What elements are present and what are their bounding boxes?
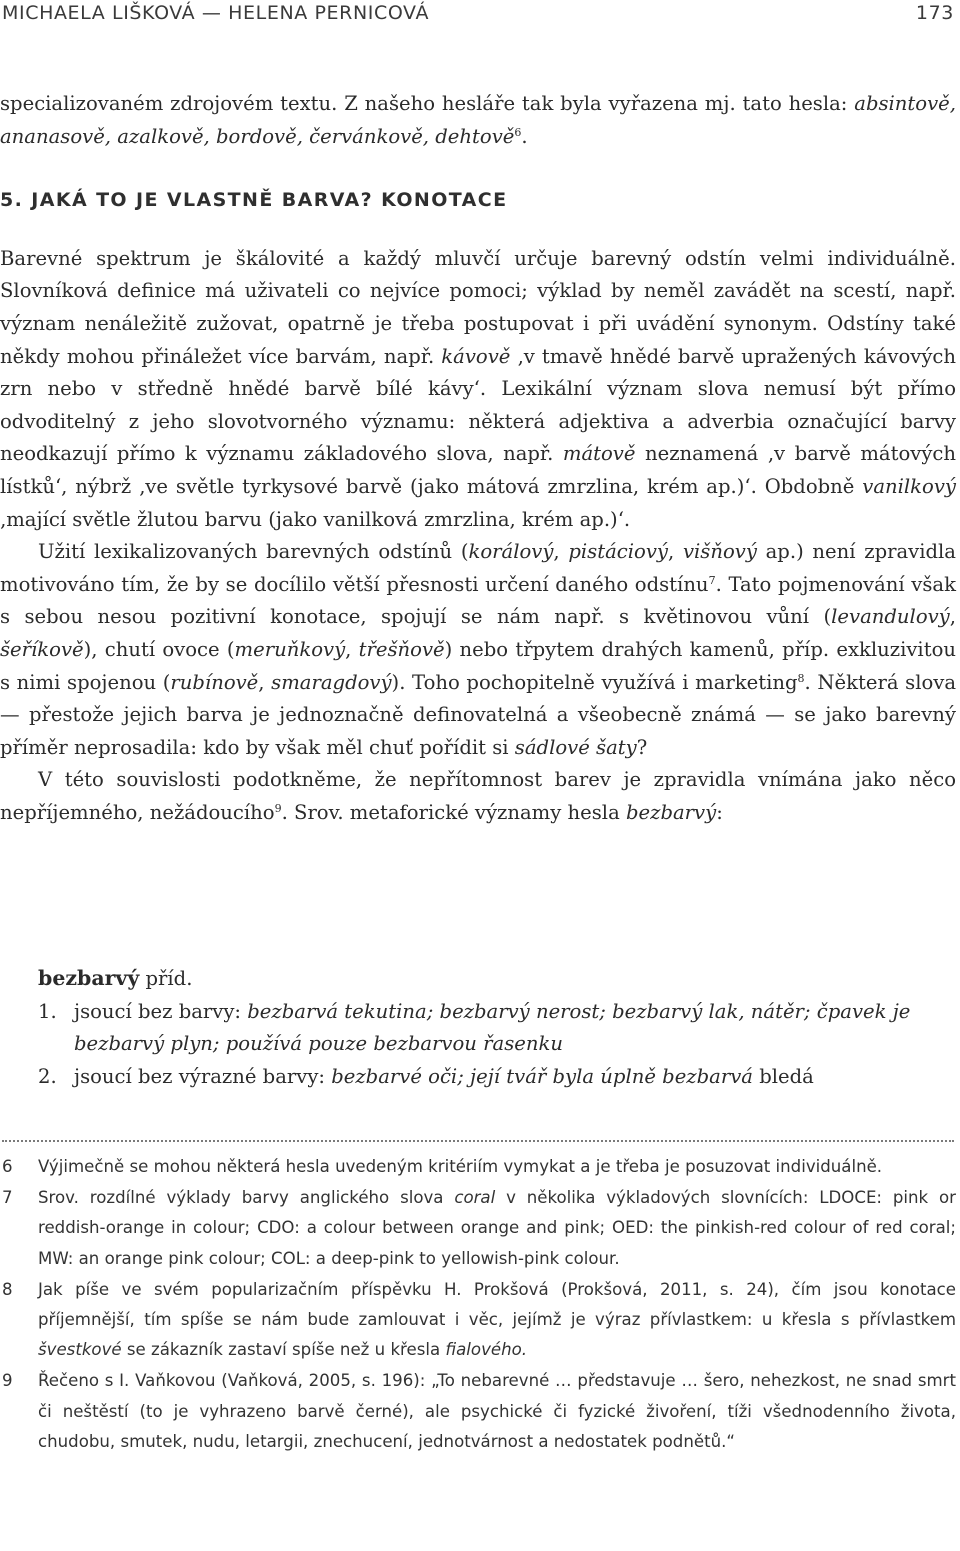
footnote-number: 9 (2, 1371, 13, 1391)
sense-number: 2. (38, 1064, 57, 1088)
p2-text: ? (636, 735, 648, 759)
sense-number: 1. (38, 999, 57, 1023)
footnote-text: Srov. rozdílné výklady barvy anglického slova (38, 1188, 455, 1208)
footnote-number: 8 (2, 1279, 13, 1299)
p1-text: ‚v tmavě hnědé barvě upražených kávových zrn nebo v středně hnědé barvě bílé kávy‘. Lexikální význam slova nemusí být přímo odvoditelný z jeho slovotvorného významu: některá adjektiva a adverbia označující barvy neodkazují přímo k významu základového slova, např. (0, 344, 956, 466)
p2-text: , (258, 670, 272, 694)
entry-head (38, 962, 956, 996)
p2-text: Užití lexikalizovaných barevných odstínů ( (38, 540, 469, 564)
p2-term: rubínově (170, 670, 259, 694)
main-text (0, 88, 956, 829)
entry-sense-2 (38, 1061, 956, 1094)
footnote-text: v několika výkladových slovnících: LDOCE: pink or reddish-orange in colour; CDO: a colour between orange and pink; OED: the pinkish-red colour of red coral; MW: an orange pink colour; COL: a deep-pink to yellowish-pink colour. (38, 1188, 956, 1268)
paragraph-2 (0, 536, 956, 764)
paragraph-3 (0, 764, 956, 829)
p2-text: , (553, 540, 569, 564)
p2-text: . Tato pojmenování však s sebou nesou pozitivní konotace, spojují se nám např. s květinovou vůní ( (0, 572, 956, 629)
p2-term: pistáciový (568, 540, 668, 564)
p3-term: bezbarvý (625, 800, 717, 824)
p1-term: mátově (562, 442, 636, 466)
footnote-9 (0, 1366, 956, 1457)
entry-headword: bezbarvý (38, 966, 140, 990)
p2-text: ) nebo třpytem drahých kamenů, příp. exkluzivitou s nimi spojenou ( (0, 637, 956, 694)
footnote-text: Výjimečně se mohou některá hesla uvedeným kritériím vymykat a je třeba je posuzovat individuálně. (38, 1157, 883, 1176)
footnote-text: Jak píše ve svém popularizačním příspěvku H. Prokšová (Prokšová, 2011, s. 24), čím jsou konotace příjemnější, tím spíše se nám bude zamlouvat i věc, jejímž je výraz přívlastkem: u křesla s přívlastkem (38, 1279, 956, 1330)
footnote-ref-7[interactable]: 7 (708, 573, 716, 587)
p2-term: višňový (682, 540, 757, 564)
intro-paragraph (0, 88, 956, 153)
dictionary-entry (38, 962, 956, 1093)
p2-text: ), chutí ovoce ( (83, 637, 235, 661)
p2-text: ap.) není zpravidla motivováno tím, že by se docílilo větší přesnosti určení daného odstínu (0, 540, 956, 596)
page-number: 173 (915, 2, 954, 24)
paragraph-1 (0, 243, 956, 536)
entry-sense-1 (38, 996, 956, 1061)
p2-term: meruňkový (234, 637, 346, 661)
footnote-text: se zákazník zastaví spíše než u křesla (121, 1340, 446, 1360)
p3-text: : (716, 800, 723, 824)
p2-term: smaragdový (271, 670, 392, 694)
footnote-term: coral (454, 1188, 496, 1208)
footnote-ref-9[interactable]: 9 (274, 801, 282, 815)
entry-pos: příd. (145, 967, 193, 990)
p1-term: vanilkový (862, 474, 956, 498)
excluded-headwords: absintově, ananasově, azalkově, bordově, červánkově, dehtově (0, 92, 956, 148)
p3-text: V této souvislosti podotkněme, že nepřítomnost barev je zpravidla vnímána jako něco nepříjemného, nežádoucího (0, 768, 956, 824)
p3-text: . Srov. metaforické významy hesla (281, 800, 626, 824)
footnote-7 (0, 1183, 956, 1274)
running-header (0, 2, 956, 32)
sense-definition: jsoucí bez barvy: (74, 999, 248, 1023)
p2-text: , (667, 540, 683, 564)
footnote-ref-8[interactable]: 8 (797, 671, 805, 685)
p1-text: ‚mající světle žlutou barvu (jako vanilková zmrzlina, krém ap.)‘. (0, 507, 631, 531)
p2-text: ). Toho pochopitelně využívá i marketing (391, 670, 798, 694)
intro-text-end: . (521, 124, 528, 148)
p2-term: šeříkově (0, 637, 84, 661)
sense-examples: bezbarvé oči; její tvář byla úplně bezbarvá (331, 1064, 753, 1088)
footnotes (0, 1152, 956, 1458)
p2-term: třešňově (358, 637, 445, 661)
header-authors: MICHAELA LIŠKOVÁ — HELENA PERNICOVÁ (2, 2, 430, 24)
sense-tail: bledá (752, 1064, 814, 1088)
p2-term: sádlové šaty (514, 735, 637, 759)
footnote-ref-6[interactable]: 6 (514, 125, 522, 139)
p1-text: neznamená ‚v barvě mátových lístků‘, nýbrž ‚ve světle tyrkysové barvě (jako mátová zmrzlina, krém ap.)‘. Obdobně (0, 442, 956, 498)
p2-text: , (345, 637, 359, 661)
intro-text: specializovaném zdrojovém textu. Z našeho hesláře tak byla vyřazena mj. tato hesla: (0, 92, 855, 115)
sense-definition: jsoucí bez výrazné barvy: (74, 1064, 332, 1088)
p1-term: kávově (441, 344, 511, 368)
sense-examples: bezbarvá tekutina; bezbarvý nerost; bezbarvý lak, nátěr; čpavek je bezbarvý plyn; používá pouze bezbarvou řasenku (74, 999, 911, 1056)
footnote-term: fialového. (445, 1340, 528, 1360)
footnote-number: 6 (2, 1157, 13, 1176)
p2-term: korálový (468, 540, 554, 564)
p2-text: , (949, 605, 956, 629)
p2-text: . Některá slova — přestože jejich barva je jednoznačně definovatelná a všeobecně známá — se jako barevný příměr neprosadila: kdo by však měl chuť pořídit si (0, 670, 957, 759)
footnote-8 (0, 1275, 956, 1366)
p2-term: levandulový (831, 605, 950, 629)
footnote-text: Řečeno s I. Vaňkovou (Vaňková, 2005, s. 196): „To nebarevné … představuje … šero, nehezkost, ne snad smrt či neštěstí (to je vyhrazeno barvě černé), ale psychické či fyzické živoření, tíži všednodenního života, chudobu, smutek, nudu, letargii, znechucení, jednotvárnost a nedostatek podnětů.“ (38, 1371, 956, 1451)
footnote-separator (2, 1140, 954, 1142)
footnote-6 (0, 1152, 956, 1182)
section-heading: 5. JAKÁ TO JE VLASTNĚ BARVA? KONOTACE (0, 189, 508, 212)
p1-text: Barevné spektrum je škálovité a každý mluvčí určuje barevný odstín velmi individuálně. Slovníková definice má uživateli co nejvíce pomoci; výklad by neměl zavádět na scestí, např. význam nenáležitě zužovat, opatrně je třeba postupovat i při uvádění synonym. Odstíny také někdy mohou přináležet více barvám, např. (0, 246, 956, 368)
footnote-term: švestkové (38, 1340, 122, 1360)
footnote-number: 7 (2, 1188, 13, 1208)
